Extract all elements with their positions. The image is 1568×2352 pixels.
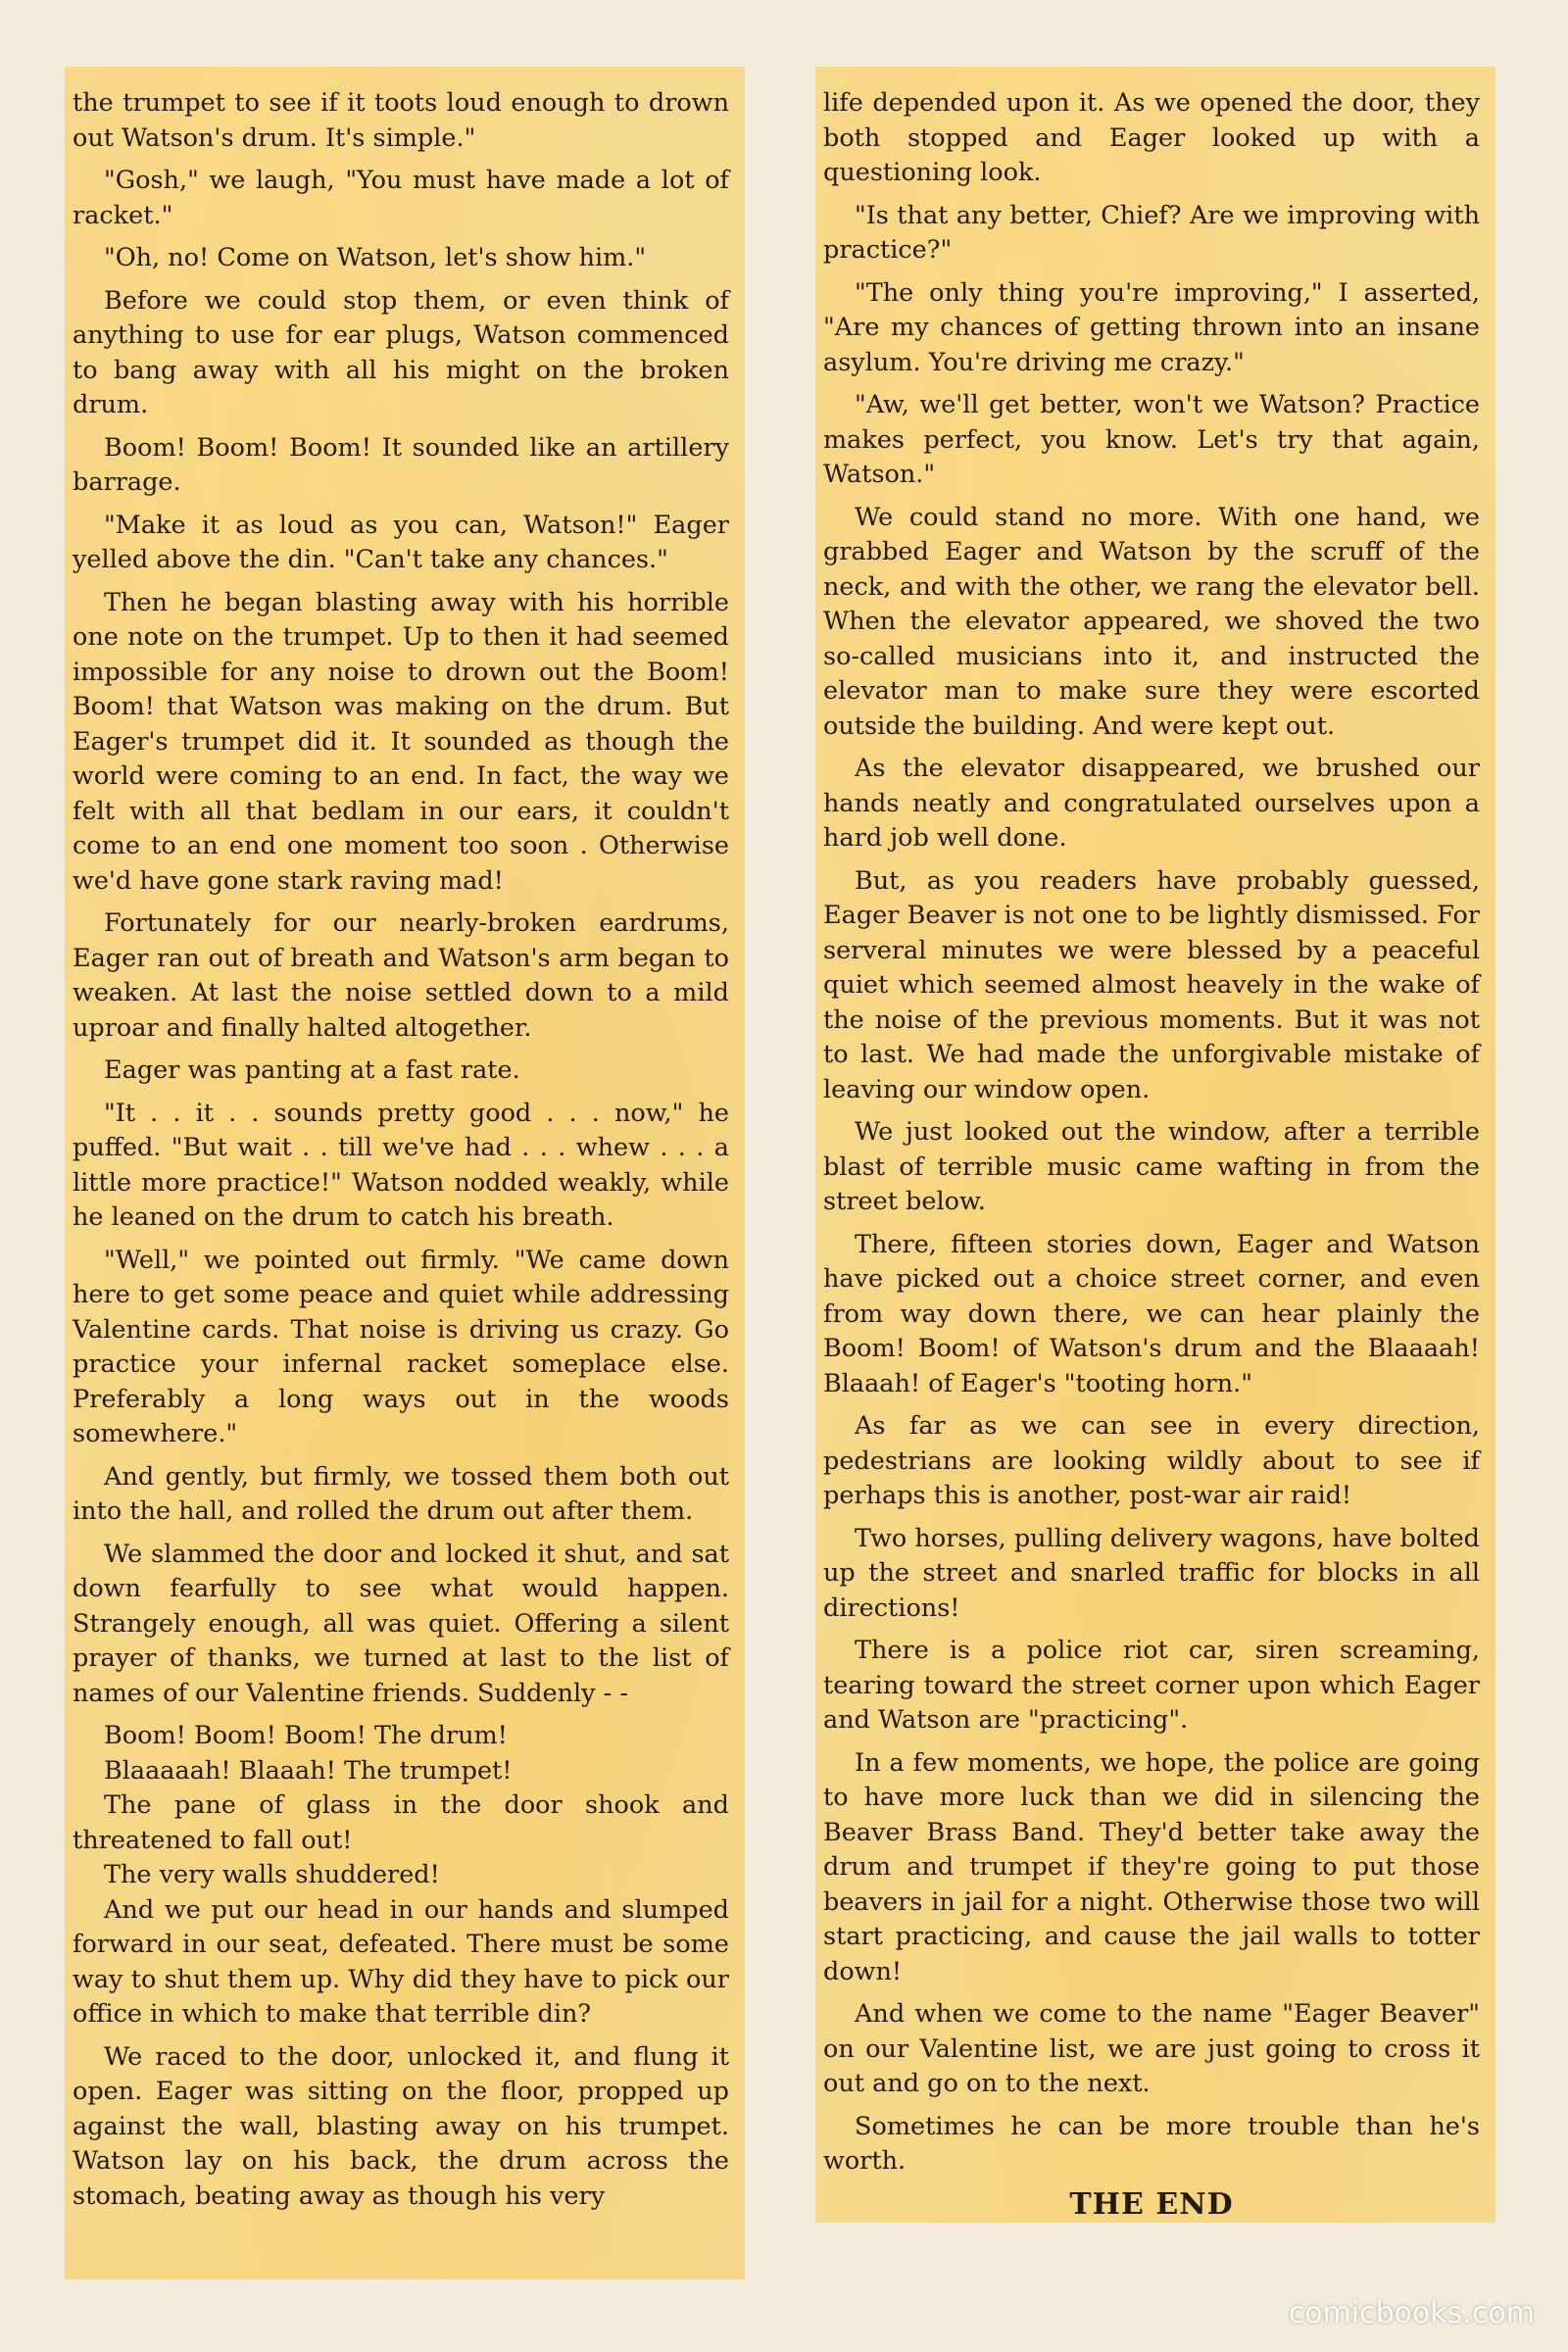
paragraph: "Gosh," we laugh, "You must have made a lot of racket." (73, 166, 729, 230)
paragraph: Boom! Boom! Boom! It sounded like an artillery barrage. (73, 432, 729, 497)
paragraph: Boom! Boom! Boom! The drum! (104, 1721, 508, 1750)
paragraph: As far as we can see in every direction, pedestrians are looking wildly about to see if perhaps this is another, post-war air raid! (823, 1411, 1480, 1510)
paragraph: There, fifteen stories down, Eager and Watson have picked out a choice street corner, and even from way down there, we can hear plainly the Boom! Boom! of Watson's drum and the Blaaaah! Blaaah! of Eager's "tooting horn." (823, 1229, 1480, 1398)
paragraph: "It . . it . . sounds pretty good . . . now," he puffed. "But wait . . till we've had . . . whew . . . a little more practice!" Watson nodded weakly, while he leaned on the drum to catch his breath. (73, 1098, 729, 1232)
paragraph: Eager was panting at a fast rate. (104, 1055, 520, 1085)
paragraph: We just looked out the window, after a terrible blast of terrible music came wafting in from the street below. (823, 1117, 1480, 1216)
paragraph: the trumpet to see if it toots loud enough to drown out Watson's drum. It's simple." (73, 88, 729, 153)
watermark: comicbooks.com (1288, 2296, 1535, 2330)
paragraph: "Make it as loud as you can, Watson!" Eager yelled above the din. "Can't take any chances." (73, 510, 729, 574)
right-text-column (815, 67, 1495, 2223)
paragraph: Blaaaaah! Blaaah! The trumpet! (104, 1755, 513, 1786)
paragraph: "The only thing you're improving," I asserted, "Are my chances of getting thrown into an insane asylum. You're driving me crazy." (823, 277, 1480, 377)
paragraph: As the elevator disappeared, we brushed our hands neatly and congratulated ourselves upon a hard job well done. (823, 754, 1480, 853)
paragraph: And gently, but firmly, we tossed them both out into the hall, and rolled the drum out after them. (73, 1461, 729, 1526)
the-end-label: THE END (1069, 2186, 1234, 2222)
paragraph: In a few moments, we hope, the police are going to have more luck than we did in silencing the Beaver Brass Band. They'd better take away the drum and trumpet if they're going to put those beavers in jail for a night. Otherwise those two will start practicing, and cause the jail walls to totter down! (823, 1747, 1480, 1986)
paragraph: Two horses, pulling delivery wagons, have bolted up the street and snarled traffic for blocks in all directions! (823, 1523, 1480, 1623)
paragraph: But, as you readers have probably guessed, Eager Beaver is not one to be lightly dismissed. For serveral minutes we were blessed by a peaceful quiet which seemed almost heavely in the wake of the noise of the previous moments. But it was not to last. We had made the unforgivable mistake of leaving our window open. (823, 865, 1480, 1104)
paragraph: Before we could stop them, or even think of anything to use for ear plugs, Watson commenced to bang away with all his might on the broken drum. (73, 285, 729, 419)
paragraph: We raced to the door, unlocked it, and flung it open. Eager was sitting on the floor, propped up against the wall, blasting away on his trumpet. Watson lay on his back, the drum across the stomach, beating away as though his very (73, 2041, 729, 2211)
paragraph: "Oh, no! Come on Watson, let's show him." (104, 243, 647, 272)
paragraph: Sometimes he can be more trouble than he's worth. (823, 2111, 1480, 2176)
paragraph: life depended upon it. As we opened the door, they both stopped and Eager looked up with a questioning look. (823, 88, 1480, 187)
paragraph: We could stand no more. With one hand, we grabbed Eager and Watson by the scruff of the neck, and with the other, we rang the elevator bell. When the elevator appeared, we shoved the two so-called musicians into it, and instructed the elevator man to make sure they were escorted outside the building. And were kept out. (823, 502, 1480, 741)
paragraph: Then he began blasting away with his horrible one note on the trumpet. Up to then it had seemed impossible for any noise to drown out the Boom! Boom! that Watson was making on the drum. But Eager's trumpet did it. It sounded as though the world were coming to an end. In fact, the way we felt with all that bedlam in our ears, it couldn't come to an end one moment too soon . Otherwise we'd have gone stark raving mad! (73, 587, 729, 896)
paragraph: Fortunately for our nearly-broken eardrums, Eager ran out of breath and Watson's arm began to weaken. At last the noise settled down to a mild uproar and finally halted altogether. (73, 908, 729, 1043)
left-text-column (65, 67, 745, 2279)
paragraph: There is a police riot car, siren screaming, tearing toward the street corner upon which Eager and Watson are "practicing". (823, 1636, 1480, 1735)
paragraph: We slammed the door and locked it shut, and sat down fearfully to see what would happen. Strangely enough, all was quiet. Offering a silent prayer of thanks, we turned at last to the list of names of our Valentine friends. Suddenly - - (73, 1539, 729, 1708)
paragraph: And when we come to the name "Eager Beaver" on our Valentine list, we are just going to cross it out and go on to the next. (823, 1999, 1480, 2098)
paragraph: The pane of glass in the door shook and threatened to fall out! (73, 1790, 729, 1855)
paragraph: "Is that any better, Chief? Are we improving with practice?" (823, 200, 1480, 265)
paragraph: The very walls shuddered! (104, 1860, 440, 1889)
paragraph: "Well," we pointed out firmly. "We came down here to get some peace and quiet while addressing Valentine cards. That noise is driving us crazy. Go practice your infernal racket someplace else. Preferably a long ways out in the woods somewhere." (73, 1245, 729, 1448)
paragraph: And we put our head in our hands and slumped forward in our seat, defeated. There must be some way to shut them up. Why did they have to pick our office in which to make that terrible din? (73, 1894, 729, 2029)
paragraph: "Aw, we'll get better, won't we Watson? Practice makes perfect, you know. Let's try that again, Watson." (823, 390, 1480, 489)
